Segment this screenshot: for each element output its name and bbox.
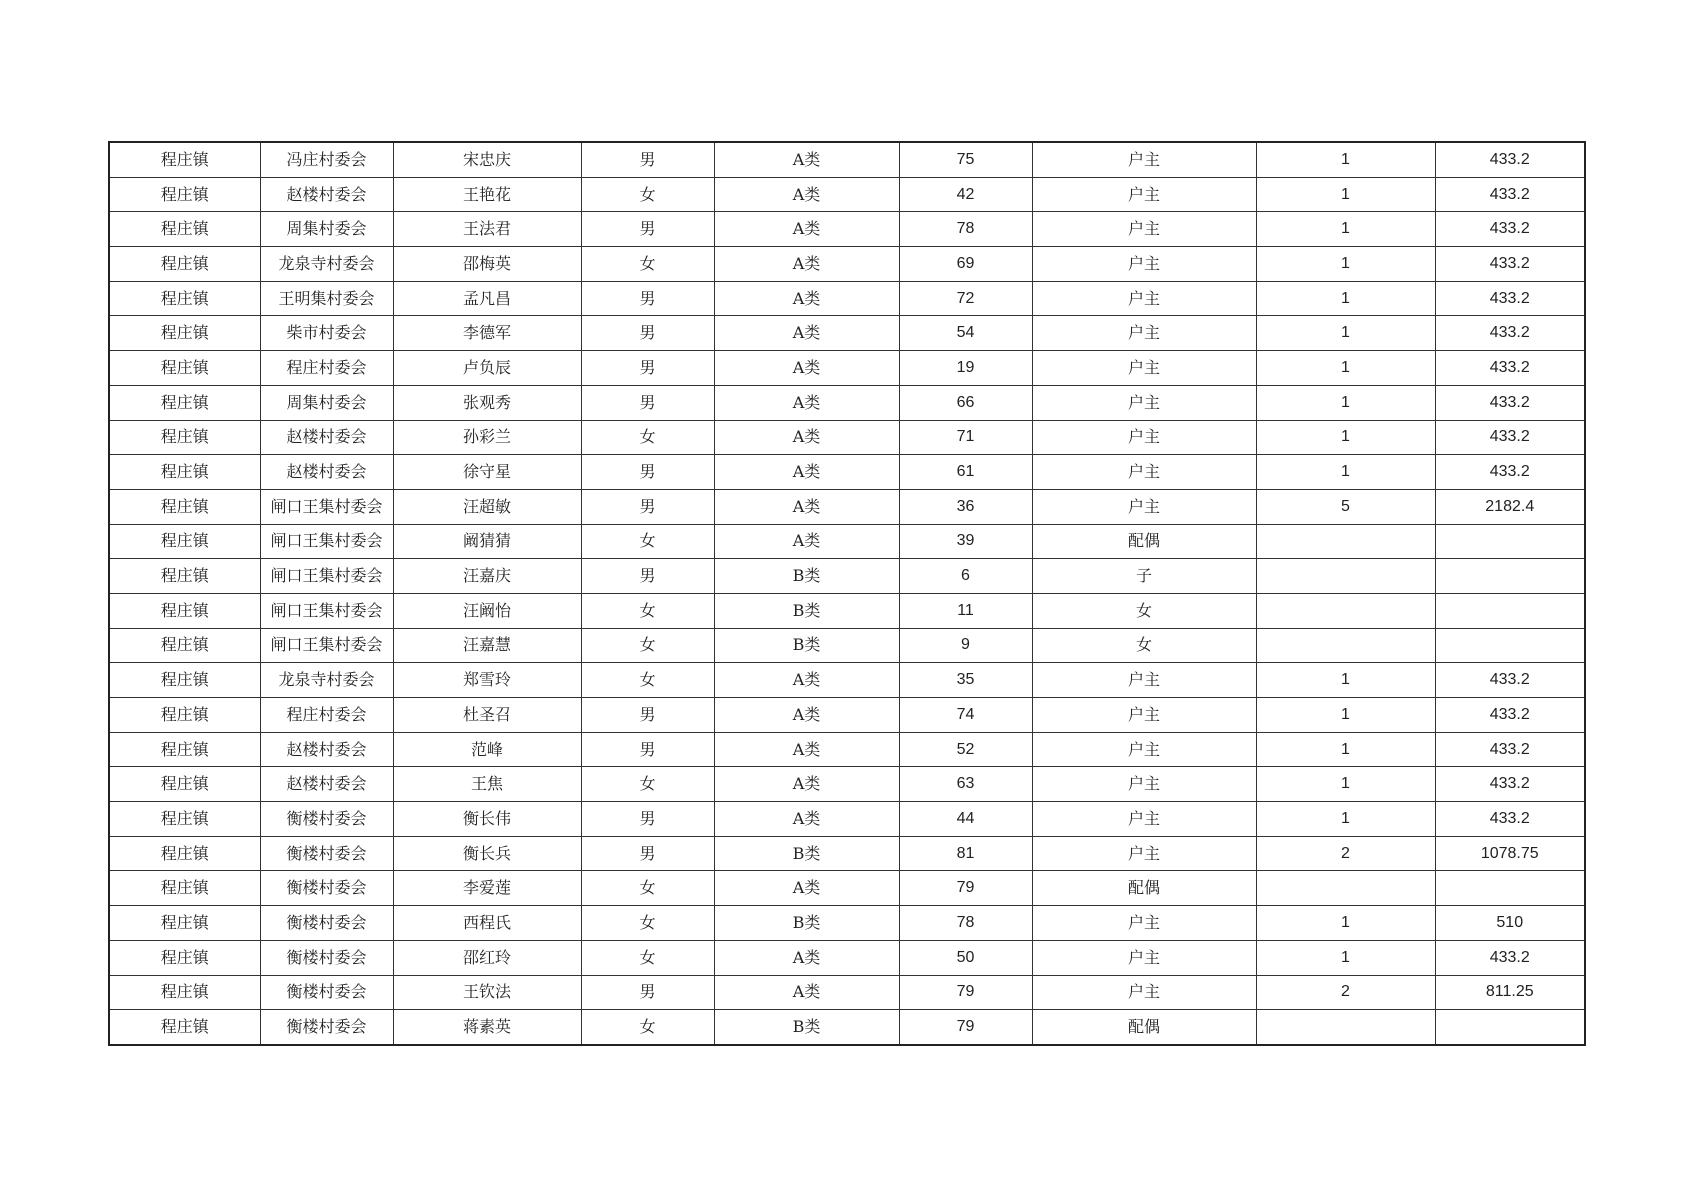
relation-cell: 户主 <box>1032 906 1256 941</box>
town-cell: 程庄镇 <box>109 316 260 351</box>
category-cell: B类 <box>714 836 899 871</box>
table-row <box>109 767 1585 802</box>
name-cell: 王焦 <box>393 767 581 802</box>
category-cell: A类 <box>714 455 899 490</box>
category-cell: B类 <box>714 906 899 941</box>
household-count-cell: 1 <box>1256 212 1435 247</box>
relation-cell: 户主 <box>1032 732 1256 767</box>
household-count-cell <box>1256 559 1435 594</box>
town-cell: 程庄镇 <box>109 385 260 420</box>
town-cell: 程庄镇 <box>109 767 260 802</box>
household-count-cell <box>1256 628 1435 663</box>
name-cell: 徐守星 <box>393 455 581 490</box>
relation-cell: 户主 <box>1032 802 1256 837</box>
amount-cell: 1078.75 <box>1435 836 1585 871</box>
amount-cell <box>1435 593 1585 628</box>
category-cell: B类 <box>714 559 899 594</box>
household-count-cell: 1 <box>1256 906 1435 941</box>
table-row <box>109 177 1585 212</box>
village-committee-cell: 闸口王集村委会 <box>260 524 393 559</box>
household-count-cell: 1 <box>1256 455 1435 490</box>
age-cell: 79 <box>899 1010 1032 1045</box>
household-count-cell: 2 <box>1256 975 1435 1010</box>
relation-cell: 女 <box>1032 593 1256 628</box>
village-committee-cell: 闸口王集村委会 <box>260 489 393 524</box>
village-committee-cell: 赵楼村委会 <box>260 767 393 802</box>
name-cell: 孟凡昌 <box>393 281 581 316</box>
town-cell: 程庄镇 <box>109 732 260 767</box>
relation-cell: 户主 <box>1032 142 1256 177</box>
age-cell: 42 <box>899 177 1032 212</box>
gender-cell: 男 <box>581 316 714 351</box>
gender-cell: 男 <box>581 732 714 767</box>
category-cell: A类 <box>714 351 899 386</box>
table-row <box>109 281 1585 316</box>
age-cell: 61 <box>899 455 1032 490</box>
village-committee-cell: 程庄村委会 <box>260 351 393 386</box>
amount-cell: 433.2 <box>1435 281 1585 316</box>
relation-cell: 子 <box>1032 559 1256 594</box>
category-cell: A类 <box>714 698 899 733</box>
relation-cell: 配偶 <box>1032 1010 1256 1045</box>
category-cell: B类 <box>714 1010 899 1045</box>
relation-cell: 户主 <box>1032 281 1256 316</box>
table-row <box>109 489 1585 524</box>
amount-cell: 433.2 <box>1435 177 1585 212</box>
name-cell: 汪嘉慧 <box>393 628 581 663</box>
town-cell: 程庄镇 <box>109 940 260 975</box>
town-cell: 程庄镇 <box>109 698 260 733</box>
amount-cell: 811.25 <box>1435 975 1585 1010</box>
category-cell: A类 <box>714 247 899 282</box>
relation-cell: 户主 <box>1032 177 1256 212</box>
age-cell: 72 <box>899 281 1032 316</box>
relation-cell: 女 <box>1032 628 1256 663</box>
town-cell: 程庄镇 <box>109 281 260 316</box>
town-cell: 程庄镇 <box>109 871 260 906</box>
village-committee-cell: 闸口王集村委会 <box>260 559 393 594</box>
table-row <box>109 1010 1585 1045</box>
table-row <box>109 940 1585 975</box>
table-row <box>109 628 1585 663</box>
table-row <box>109 698 1585 733</box>
category-cell: A类 <box>714 420 899 455</box>
relation-cell: 户主 <box>1032 385 1256 420</box>
category-cell: A类 <box>714 975 899 1010</box>
household-count-cell: 1 <box>1256 351 1435 386</box>
name-cell: 蒋素英 <box>393 1010 581 1045</box>
name-cell: 阚猜猜 <box>393 524 581 559</box>
relation-cell: 户主 <box>1032 663 1256 698</box>
village-committee-cell: 闸口王集村委会 <box>260 593 393 628</box>
town-cell: 程庄镇 <box>109 975 260 1010</box>
household-count-cell <box>1256 524 1435 559</box>
village-committee-cell: 龙泉寺村委会 <box>260 247 393 282</box>
amount-cell <box>1435 559 1585 594</box>
household-count-cell: 1 <box>1256 281 1435 316</box>
village-committee-cell: 闸口王集村委会 <box>260 628 393 663</box>
table-row <box>109 385 1585 420</box>
table-row <box>109 559 1585 594</box>
town-cell: 程庄镇 <box>109 628 260 663</box>
name-cell: 邵红玲 <box>393 940 581 975</box>
table-row <box>109 906 1585 941</box>
household-count-cell <box>1256 871 1435 906</box>
age-cell: 81 <box>899 836 1032 871</box>
relation-cell: 配偶 <box>1032 524 1256 559</box>
table-row <box>109 455 1585 490</box>
age-cell: 36 <box>899 489 1032 524</box>
relation-cell: 户主 <box>1032 836 1256 871</box>
town-cell: 程庄镇 <box>109 524 260 559</box>
name-cell: 汪阚怡 <box>393 593 581 628</box>
village-committee-cell: 衡楼村委会 <box>260 940 393 975</box>
table-row <box>109 247 1585 282</box>
table-row <box>109 351 1585 386</box>
gender-cell: 男 <box>581 212 714 247</box>
age-cell: 50 <box>899 940 1032 975</box>
gender-cell: 女 <box>581 767 714 802</box>
age-cell: 75 <box>899 142 1032 177</box>
name-cell: 杜圣召 <box>393 698 581 733</box>
category-cell: A类 <box>714 316 899 351</box>
category-cell: A类 <box>714 767 899 802</box>
household-count-cell: 1 <box>1256 663 1435 698</box>
age-cell: 35 <box>899 663 1032 698</box>
name-cell: 王法君 <box>393 212 581 247</box>
household-count-cell: 2 <box>1256 836 1435 871</box>
category-cell: A类 <box>714 524 899 559</box>
village-committee-cell: 柴市村委会 <box>260 316 393 351</box>
gender-cell: 女 <box>581 593 714 628</box>
amount-cell <box>1435 871 1585 906</box>
relation-cell: 户主 <box>1032 698 1256 733</box>
age-cell: 69 <box>899 247 1032 282</box>
amount-cell: 433.2 <box>1435 698 1585 733</box>
gender-cell: 女 <box>581 1010 714 1045</box>
gender-cell: 男 <box>581 385 714 420</box>
town-cell: 程庄镇 <box>109 247 260 282</box>
name-cell: 宋忠庆 <box>393 142 581 177</box>
name-cell: 王艳花 <box>393 177 581 212</box>
relation-cell: 户主 <box>1032 455 1256 490</box>
name-cell: 衡长伟 <box>393 802 581 837</box>
household-count-cell: 1 <box>1256 767 1435 802</box>
name-cell: 李爱莲 <box>393 871 581 906</box>
gender-cell: 女 <box>581 628 714 663</box>
amount-cell: 433.2 <box>1435 385 1585 420</box>
household-count-cell: 5 <box>1256 489 1435 524</box>
name-cell: 西程氏 <box>393 906 581 941</box>
relation-cell: 户主 <box>1032 247 1256 282</box>
table-row <box>109 212 1585 247</box>
table-row <box>109 663 1585 698</box>
category-cell: B类 <box>714 593 899 628</box>
name-cell: 张观秀 <box>393 385 581 420</box>
age-cell: 63 <box>899 767 1032 802</box>
category-cell: A类 <box>714 142 899 177</box>
category-cell: A类 <box>714 281 899 316</box>
village-committee-cell: 赵楼村委会 <box>260 177 393 212</box>
age-cell: 44 <box>899 802 1032 837</box>
name-cell: 范峰 <box>393 732 581 767</box>
amount-cell <box>1435 524 1585 559</box>
category-cell: A类 <box>714 212 899 247</box>
age-cell: 39 <box>899 524 1032 559</box>
village-committee-cell: 衡楼村委会 <box>260 871 393 906</box>
table-row <box>109 593 1585 628</box>
age-cell: 71 <box>899 420 1032 455</box>
amount-cell: 433.2 <box>1435 802 1585 837</box>
gender-cell: 男 <box>581 698 714 733</box>
town-cell: 程庄镇 <box>109 351 260 386</box>
village-committee-cell: 周集村委会 <box>260 212 393 247</box>
age-cell: 6 <box>899 559 1032 594</box>
table-row <box>109 142 1585 177</box>
amount-cell <box>1435 628 1585 663</box>
town-cell: 程庄镇 <box>109 142 260 177</box>
name-cell: 汪嘉庆 <box>393 559 581 594</box>
gender-cell: 女 <box>581 663 714 698</box>
gender-cell: 女 <box>581 247 714 282</box>
household-count-cell: 1 <box>1256 385 1435 420</box>
gender-cell: 女 <box>581 177 714 212</box>
table-row <box>109 524 1585 559</box>
household-count-cell: 1 <box>1256 732 1435 767</box>
category-cell: B类 <box>714 628 899 663</box>
gender-cell: 男 <box>581 455 714 490</box>
age-cell: 54 <box>899 316 1032 351</box>
name-cell: 郑雪玲 <box>393 663 581 698</box>
gender-cell: 男 <box>581 489 714 524</box>
village-committee-cell: 衡楼村委会 <box>260 802 393 837</box>
age-cell: 79 <box>899 871 1032 906</box>
amount-cell: 2182.4 <box>1435 489 1585 524</box>
village-committee-cell: 衡楼村委会 <box>260 1010 393 1045</box>
household-count-cell: 1 <box>1256 940 1435 975</box>
table-body <box>109 142 1585 1045</box>
category-cell: A类 <box>714 663 899 698</box>
gender-cell: 女 <box>581 420 714 455</box>
village-committee-cell: 赵楼村委会 <box>260 455 393 490</box>
category-cell: A类 <box>714 489 899 524</box>
village-committee-cell: 赵楼村委会 <box>260 420 393 455</box>
household-count-cell: 1 <box>1256 802 1435 837</box>
household-count-cell: 1 <box>1256 698 1435 733</box>
village-committee-cell: 衡楼村委会 <box>260 836 393 871</box>
town-cell: 程庄镇 <box>109 663 260 698</box>
gender-cell: 女 <box>581 906 714 941</box>
gender-cell: 男 <box>581 802 714 837</box>
gender-cell: 女 <box>581 940 714 975</box>
household-count-cell: 1 <box>1256 142 1435 177</box>
category-cell: A类 <box>714 385 899 420</box>
name-cell: 卢负辰 <box>393 351 581 386</box>
relation-cell: 户主 <box>1032 351 1256 386</box>
table-row <box>109 871 1585 906</box>
gender-cell: 男 <box>581 281 714 316</box>
town-cell: 程庄镇 <box>109 802 260 837</box>
gender-cell: 女 <box>581 871 714 906</box>
town-cell: 程庄镇 <box>109 177 260 212</box>
gender-cell: 男 <box>581 559 714 594</box>
household-count-cell: 1 <box>1256 316 1435 351</box>
amount-cell: 433.2 <box>1435 732 1585 767</box>
amount-cell: 433.2 <box>1435 212 1585 247</box>
household-count-cell: 1 <box>1256 247 1435 282</box>
relation-cell: 户主 <box>1032 212 1256 247</box>
amount-cell: 433.2 <box>1435 316 1585 351</box>
town-cell: 程庄镇 <box>109 420 260 455</box>
relation-cell: 户主 <box>1032 940 1256 975</box>
relation-cell: 户主 <box>1032 767 1256 802</box>
relation-cell: 户主 <box>1032 316 1256 351</box>
town-cell: 程庄镇 <box>109 212 260 247</box>
age-cell: 9 <box>899 628 1032 663</box>
table-row <box>109 975 1585 1010</box>
household-count-cell <box>1256 593 1435 628</box>
age-cell: 78 <box>899 906 1032 941</box>
relation-cell: 户主 <box>1032 489 1256 524</box>
name-cell: 王钦法 <box>393 975 581 1010</box>
town-cell: 程庄镇 <box>109 559 260 594</box>
town-cell: 程庄镇 <box>109 455 260 490</box>
relation-cell: 户主 <box>1032 975 1256 1010</box>
village-committee-cell: 周集村委会 <box>260 385 393 420</box>
category-cell: A类 <box>714 871 899 906</box>
age-cell: 11 <box>899 593 1032 628</box>
category-cell: A类 <box>714 802 899 837</box>
age-cell: 74 <box>899 698 1032 733</box>
name-cell: 汪超敏 <box>393 489 581 524</box>
name-cell: 邵梅英 <box>393 247 581 282</box>
amount-cell: 433.2 <box>1435 767 1585 802</box>
table-row <box>109 802 1585 837</box>
table-row <box>109 836 1585 871</box>
village-committee-cell: 衡楼村委会 <box>260 975 393 1010</box>
household-count-cell: 1 <box>1256 177 1435 212</box>
amount-cell <box>1435 1010 1585 1045</box>
amount-cell: 433.2 <box>1435 247 1585 282</box>
table-row <box>109 420 1585 455</box>
amount-cell: 510 <box>1435 906 1585 941</box>
village-committee-cell: 龙泉寺村委会 <box>260 663 393 698</box>
relation-cell: 户主 <box>1032 420 1256 455</box>
category-cell: A类 <box>714 177 899 212</box>
village-committee-cell: 冯庄村委会 <box>260 142 393 177</box>
age-cell: 66 <box>899 385 1032 420</box>
town-cell: 程庄镇 <box>109 1010 260 1045</box>
village-committee-cell: 赵楼村委会 <box>260 732 393 767</box>
household-count-cell: 1 <box>1256 420 1435 455</box>
amount-cell: 433.2 <box>1435 142 1585 177</box>
village-committee-cell: 衡楼村委会 <box>260 906 393 941</box>
name-cell: 衡长兵 <box>393 836 581 871</box>
gender-cell: 男 <box>581 975 714 1010</box>
name-cell: 孙彩兰 <box>393 420 581 455</box>
town-cell: 程庄镇 <box>109 489 260 524</box>
table-row <box>109 316 1585 351</box>
gender-cell: 男 <box>581 836 714 871</box>
relation-cell: 配偶 <box>1032 871 1256 906</box>
assistance-roster-table <box>108 141 1586 1046</box>
town-cell: 程庄镇 <box>109 593 260 628</box>
age-cell: 78 <box>899 212 1032 247</box>
household-count-cell <box>1256 1010 1435 1045</box>
category-cell: A类 <box>714 940 899 975</box>
gender-cell: 男 <box>581 142 714 177</box>
age-cell: 19 <box>899 351 1032 386</box>
category-cell: A类 <box>714 732 899 767</box>
age-cell: 52 <box>899 732 1032 767</box>
age-cell: 79 <box>899 975 1032 1010</box>
amount-cell: 433.2 <box>1435 940 1585 975</box>
name-cell: 李德军 <box>393 316 581 351</box>
amount-cell: 433.2 <box>1435 455 1585 490</box>
gender-cell: 女 <box>581 524 714 559</box>
amount-cell: 433.2 <box>1435 420 1585 455</box>
gender-cell: 男 <box>581 351 714 386</box>
amount-cell: 433.2 <box>1435 351 1585 386</box>
town-cell: 程庄镇 <box>109 836 260 871</box>
village-committee-cell: 程庄村委会 <box>260 698 393 733</box>
table-row <box>109 732 1585 767</box>
village-committee-cell: 王明集村委会 <box>260 281 393 316</box>
amount-cell: 433.2 <box>1435 663 1585 698</box>
town-cell: 程庄镇 <box>109 906 260 941</box>
